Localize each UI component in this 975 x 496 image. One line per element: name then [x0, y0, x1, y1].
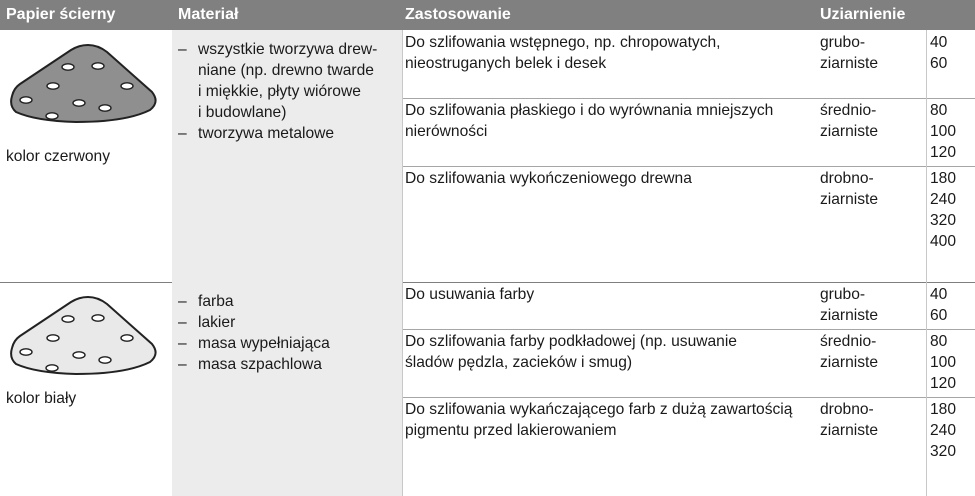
application-text: [405, 331, 737, 373]
table-header: [0, 0, 975, 30]
list-dash: –: [178, 356, 187, 373]
grit-size: 40: [930, 286, 948, 303]
header-grain: Uziarnienie: [820, 6, 906, 23]
grit-sizes: [930, 399, 956, 462]
column-divider: [402, 282, 403, 496]
application-text: [405, 168, 692, 189]
grain-type-line: ziarniste: [820, 55, 879, 72]
grit-size: 60: [930, 55, 948, 72]
grit-size: 60: [930, 307, 948, 324]
grain-type-line: ziarniste: [820, 123, 879, 140]
grain-type-line: ziarniste: [820, 307, 879, 324]
sheet-color-label: kolor czerwony: [6, 148, 110, 165]
header-sanding-paper: Papier ścierny: [6, 6, 116, 23]
grit-sizes: [930, 32, 947, 74]
grit-size: 180: [930, 170, 957, 187]
grain-type-line: ziarniste: [820, 191, 879, 208]
grain-type: [820, 284, 878, 326]
material-item: [178, 39, 377, 123]
material-text: masa szpachlowa: [198, 356, 322, 373]
grit-size: 100: [930, 354, 957, 371]
header-material: Materiał: [178, 6, 239, 23]
grit-size: 120: [930, 144, 957, 161]
grit-size: 40: [930, 34, 948, 51]
list-dash: –: [178, 41, 187, 58]
material-text: masa wypełniająca: [198, 335, 330, 352]
application-line: Do usuwania farby: [405, 286, 535, 303]
row-divider: [403, 397, 975, 398]
grain-type: [820, 331, 878, 373]
list-dash: –: [178, 125, 187, 142]
material-text: i miękkie, płyty wiórowe: [198, 83, 361, 100]
material-item: [178, 312, 235, 333]
material-text: farba: [198, 293, 234, 310]
grain-type-line: średnio-: [820, 102, 877, 119]
grit-sizes: [930, 331, 956, 394]
grit-size: 120: [930, 375, 957, 392]
grain-type-line: drobno-: [820, 401, 874, 418]
grain-type-line: drobno-: [820, 170, 874, 187]
grit-size: 240: [930, 191, 957, 208]
sanding-sheet-icon: [6, 292, 166, 378]
application-line: pigmentu przed lakierowaniem: [405, 422, 617, 439]
grit-size: 180: [930, 401, 957, 418]
application-line: Do szlifowania wykończeniowego drewna: [405, 170, 692, 187]
material-item: [178, 291, 234, 312]
material-item: [178, 333, 330, 354]
application-line: śladów pędzla, zacieków i smug): [405, 354, 633, 371]
grain-type-line: średnio-: [820, 333, 877, 350]
list-dash: –: [178, 293, 187, 310]
column-divider: [926, 30, 927, 282]
grit-sizes: [930, 284, 947, 326]
application-text: [405, 284, 534, 305]
grit-size: 400: [930, 233, 957, 250]
grain-type: [820, 100, 878, 142]
sanding-sheet-icon: [6, 40, 166, 126]
material-item: [178, 123, 334, 144]
list-dash: –: [178, 335, 187, 352]
material-text: lakier: [198, 314, 236, 331]
application-line: Do szlifowania wstępnego, np. chropowatych,: [405, 34, 721, 51]
header-application: Zastosowanie: [405, 6, 511, 23]
grain-type-line: grubo-: [820, 34, 866, 51]
application-text: [405, 32, 721, 74]
grit-size: 320: [930, 443, 957, 460]
material-text: niane (np. drewno twarde: [198, 62, 374, 79]
material-item: [178, 354, 322, 375]
material-text: tworzywa metalowe: [198, 125, 335, 142]
grit-size: 80: [930, 333, 948, 350]
row-divider: [403, 166, 975, 167]
list-dash: –: [178, 314, 187, 331]
material-text: wszystkie tworzywa drew-: [198, 41, 378, 58]
grain-type-line: ziarniste: [820, 422, 879, 439]
grit-size: 320: [930, 212, 957, 229]
grit-size: 240: [930, 422, 957, 439]
application-line: Do szlifowania płaskiego i do wyrównania mniejszych: [405, 102, 774, 119]
row-divider: [403, 98, 975, 99]
row-divider: [403, 329, 975, 330]
application-text: [405, 399, 792, 441]
grain-type: [820, 399, 878, 441]
application-line: Do szlifowania farby podkładowej (np. usuwanie: [405, 333, 737, 350]
application-line: nieostruganych belek i desek: [405, 55, 607, 72]
group-divider: [0, 282, 975, 283]
grain-type: [820, 168, 878, 210]
application-line: nierówności: [405, 123, 488, 140]
material-text: i budowlane): [198, 104, 287, 121]
grain-type-line: ziarniste: [820, 354, 879, 371]
application-line: Do szlifowania wykańczającego farb z dużą zawartością: [405, 401, 793, 418]
sheet-color-label: kolor biały: [6, 390, 77, 407]
grit-sizes: [930, 100, 956, 163]
column-divider: [402, 30, 403, 282]
grain-type-line: grubo-: [820, 286, 866, 303]
grit-size: 100: [930, 123, 957, 140]
column-divider: [926, 282, 927, 496]
grit-size: 80: [930, 102, 948, 119]
application-text: [405, 100, 773, 142]
grit-sizes: [930, 168, 956, 252]
grain-type: [820, 32, 878, 74]
